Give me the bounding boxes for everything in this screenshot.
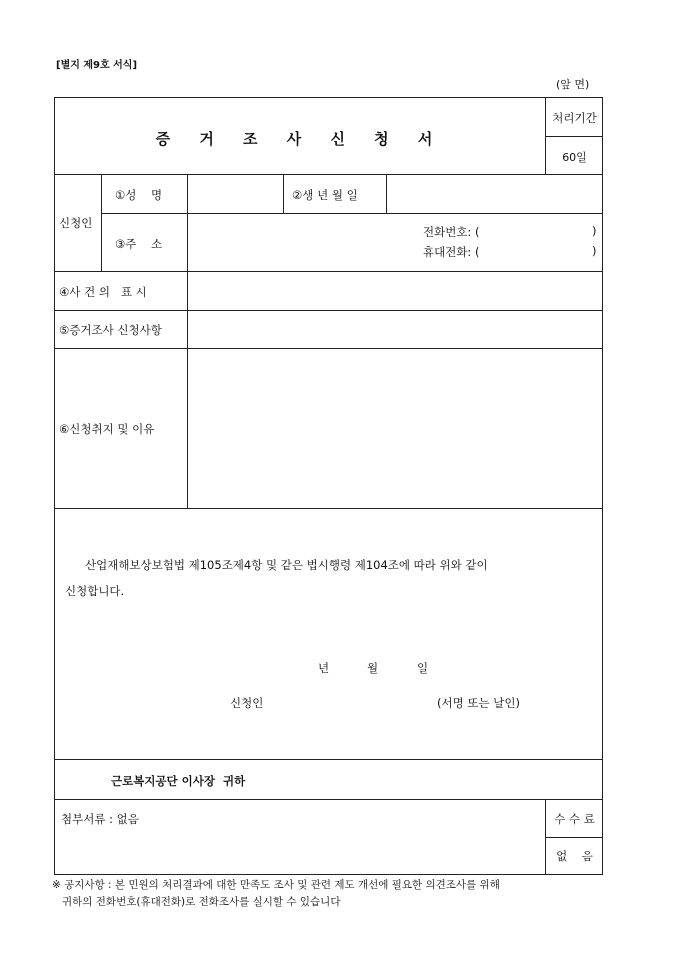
name-label: ①성 명 — [115, 188, 163, 202]
processing-period-label: 처리기간 — [552, 111, 597, 125]
addressee: 근로복지공단 이사장 귀하 — [111, 774, 246, 788]
statement-line-1: 산업재해보상보험법 제105조제4항 및 같은 법시행령 제104조에 따라 위와 같이 — [85, 558, 488, 572]
phone-close: ) — [592, 224, 597, 238]
notice-line-1: ※ 공지사항 : 본 민원의 처리결과에 대한 만족도 조사 및 관련 제도 개선에 필요한 의견조사를 위해 — [52, 879, 500, 891]
notice-line-2: 귀하의 전화번호(휴대전화)로 전화조사를 실시할 수 있습니다 — [52, 896, 341, 908]
signature-note: (서명 또는 날인) — [437, 696, 520, 710]
birth-date-label: ②생 년 월 일 — [292, 188, 358, 202]
attachment-label: 첨부서류 : 없음 — [61, 812, 139, 826]
signer-label: 신청인 — [230, 696, 264, 710]
fee-label: 수 수 료 — [554, 812, 595, 826]
application-form — [54, 97, 603, 875]
mobile-close: ) — [592, 244, 597, 258]
phone-label: 전화번호: ( — [423, 225, 480, 239]
case-label: ④사 건 의 표 시 — [59, 285, 147, 299]
evidence-label: ⑤증거조사 신청사항 — [59, 323, 162, 337]
statement-line-2: 신청합니다. — [65, 584, 125, 598]
notice-footnote — [52, 877, 612, 911]
processing-period-value: 60일 — [562, 151, 587, 164]
reason-label: ⑥신청취지 및 이유 — [59, 422, 155, 436]
applicant-section-label: 신청인 — [59, 216, 93, 230]
date-month-label: 월 — [367, 661, 379, 675]
address-label: ③주 소 — [115, 237, 163, 251]
page-side-label: (앞 면) — [556, 78, 590, 91]
form-title: 증 거 조 사 신 청 서 — [155, 130, 445, 148]
date-day-label: 일 — [417, 661, 429, 675]
form-number-label: [별지 제9호 서식] — [56, 60, 138, 71]
date-year-label: 년 — [318, 661, 330, 675]
mobile-label: 휴대전화: ( — [423, 245, 480, 259]
fee-value: 없 음 — [556, 849, 593, 863]
